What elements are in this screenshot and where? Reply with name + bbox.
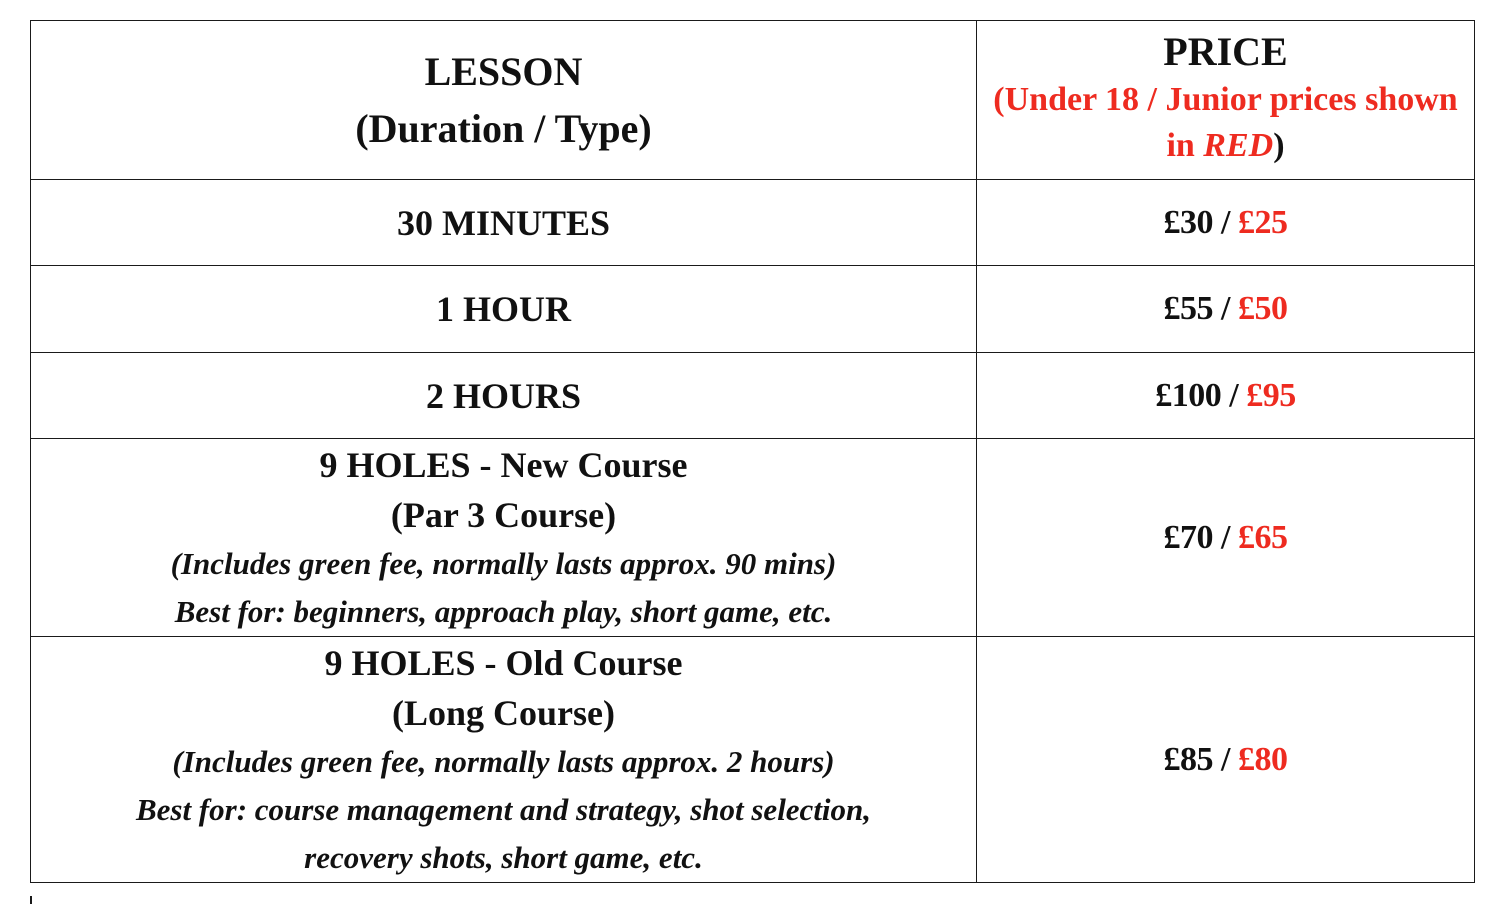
adult-price: £30 <box>1163 203 1214 241</box>
adult-price: £85 <box>1163 740 1214 778</box>
lesson-cell <box>31 353 977 439</box>
table-row <box>31 439 1475 637</box>
lesson-name: 2 HOURS <box>425 375 582 416</box>
price-text <box>1164 519 1288 556</box>
lesson-cell <box>31 266 977 353</box>
junior-price-note-red-word: RED <box>1203 127 1274 164</box>
junior-price: £95 <box>1246 376 1296 414</box>
lesson-name: 9 HOLES - Old Course <box>324 642 683 683</box>
price-cell <box>977 180 1475 266</box>
table-row <box>31 353 1475 439</box>
lesson-header-subtitle: (Duration / Type) <box>355 106 652 151</box>
price-separator: / <box>1213 203 1238 241</box>
lesson-header-title: LESSON <box>424 49 583 94</box>
price-header-title: PRICE <box>1163 29 1288 74</box>
lesson-header-cell <box>31 21 977 180</box>
junior-price: £65 <box>1237 518 1288 556</box>
adult-price: £55 <box>1163 290 1214 327</box>
course-type: (Long Course) <box>392 692 615 733</box>
junior-price: £50 <box>1237 290 1288 327</box>
price-cell <box>977 439 1475 637</box>
price-header-cell <box>977 21 1475 180</box>
junior-price: £25 <box>1237 203 1288 241</box>
lesson-cell <box>31 180 977 266</box>
price-separator: / <box>1213 740 1238 778</box>
lesson-name: 30 MINUTES <box>396 202 611 243</box>
lesson-includes: (Includes green fee, normally lasts approx. 2 hours) <box>172 743 835 779</box>
table-row <box>31 180 1475 266</box>
price-separator: / <box>1213 290 1238 327</box>
lesson-cell <box>31 637 977 883</box>
lesson-name: 9 HOLES - New Course <box>319 444 688 485</box>
junior-price-note-text: (Under 18 / Junior prices shown in <box>993 81 1458 164</box>
adult-price: £100 <box>1155 376 1222 414</box>
price-text <box>1164 204 1288 241</box>
price-cell <box>977 266 1475 353</box>
lesson-price-table <box>30 20 1475 883</box>
price-text <box>1164 290 1288 327</box>
lesson-cell <box>31 439 977 637</box>
price-separator: / <box>1213 518 1238 556</box>
junior-price-note-close: ) <box>1273 127 1285 164</box>
table-row <box>31 637 1475 883</box>
price-text <box>1155 377 1295 414</box>
price-cell <box>977 637 1475 883</box>
junior-price-note <box>977 77 1474 169</box>
lesson-best-for: Best for: course management and strategy, shot selection, recovery shots, short game, etc. <box>135 791 872 875</box>
table-row <box>31 266 1475 353</box>
lesson-best-for: Best for: beginners, approach play, short game, etc. <box>174 593 833 629</box>
lesson-includes: (Includes green fee, normally lasts approx. 90 mins) <box>170 545 837 581</box>
table-header-row <box>31 21 1475 180</box>
course-type: (Par 3 Course) <box>390 494 617 535</box>
price-separator: / <box>1221 376 1247 414</box>
junior-price: £80 <box>1237 740 1288 778</box>
lesson-name: 1 HOUR <box>436 289 571 329</box>
table-border-stub <box>30 896 32 904</box>
price-cell <box>977 353 1475 439</box>
price-text <box>1164 741 1288 778</box>
adult-price: £70 <box>1163 518 1214 556</box>
